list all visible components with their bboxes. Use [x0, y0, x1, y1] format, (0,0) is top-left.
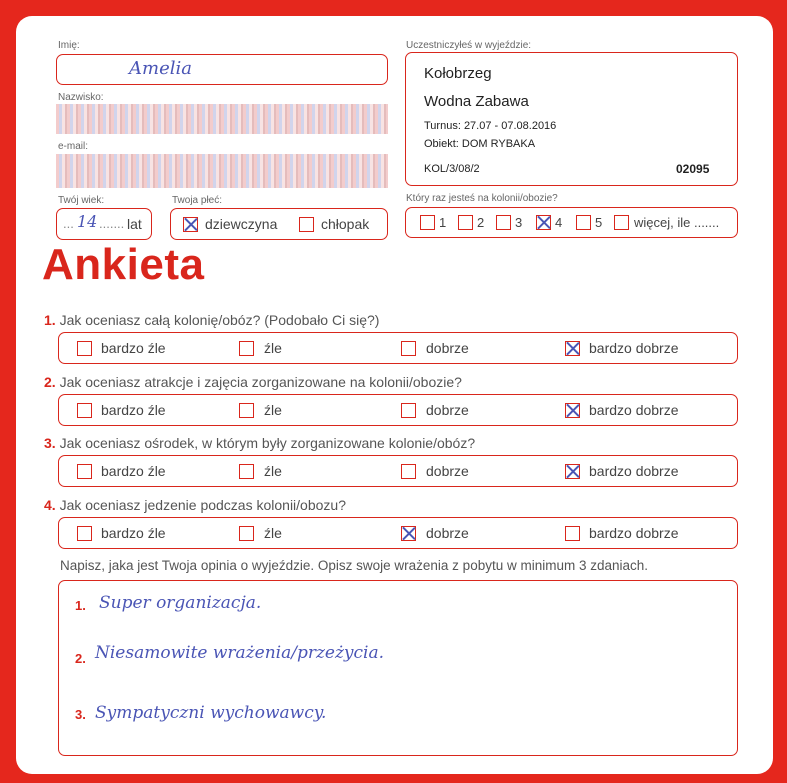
- question-3-answers: [58, 455, 738, 487]
- question-2-answers: [58, 394, 738, 426]
- surname-redacted: [56, 104, 388, 134]
- times-1-checkbox[interactable]: [420, 215, 435, 230]
- times-4-checkbox[interactable]: [536, 215, 551, 230]
- opinion-line-3-num: 3.: [75, 707, 86, 722]
- name-label: Imię:: [58, 40, 80, 51]
- question-3: 3. Jak oceniasz ośrodek, w którym były zorganizowane kolonie/obóz?: [44, 435, 476, 451]
- trip-city: Kołobrzeg: [424, 65, 492, 82]
- q3-option-4-checkbox[interactable]: [565, 464, 580, 479]
- q4-option-1-label: bardzo źle: [101, 525, 166, 541]
- gender-boy-checkbox[interactable]: [299, 217, 314, 232]
- question-4: 4. Jak oceniasz jedzenie podczas kolonii/obozu?: [44, 497, 346, 513]
- q1-option-1-checkbox[interactable]: [77, 341, 92, 356]
- q2-option-4-label: bardzo dobrze: [589, 402, 679, 418]
- times-3-checkbox[interactable]: [496, 215, 511, 230]
- q3-option-3-label: dobrze: [426, 463, 469, 479]
- question-1-answers: [58, 332, 738, 364]
- opinion-line-2: Niesamowite wrażenia/przeżycia.: [95, 643, 385, 663]
- times-more-checkbox[interactable]: [614, 215, 629, 230]
- q4-option-4-checkbox[interactable]: [565, 526, 580, 541]
- q1-option-4-label: bardzo dobrze: [589, 340, 679, 356]
- times-2-label: 2: [477, 215, 485, 230]
- page-title: Ankieta: [42, 240, 205, 289]
- q2-option-2-label: źle: [264, 402, 282, 418]
- times-more-label: więcej, ile .......: [634, 215, 720, 230]
- q1-option-4-checkbox[interactable]: [565, 341, 580, 356]
- q1-option-2-checkbox[interactable]: [239, 341, 254, 356]
- gender-field: [170, 208, 388, 240]
- gender-boy-label: chłopak: [321, 216, 370, 232]
- q3-option-2-label: źle: [264, 463, 282, 479]
- surname-label: Nazwisko:: [58, 92, 104, 103]
- q2-option-4-checkbox[interactable]: [565, 403, 580, 418]
- age-label: Twój wiek:: [58, 195, 105, 206]
- q3-option-2-checkbox[interactable]: [239, 464, 254, 479]
- opinion-line-3: Sympatyczni wychowawcy.: [95, 703, 327, 723]
- q2-option-1-checkbox[interactable]: [77, 403, 92, 418]
- q1-option-1-label: bardzo źle: [101, 340, 166, 356]
- trip-info-box: [405, 52, 738, 186]
- trip-turnus: Turnus: 27.07 - 07.08.2016: [424, 120, 557, 132]
- opinion-prompt: Napisz, jaka jest Twoja opinia o wyjeździe. Opisz swoje wrażenia z pobytu w minimum 3 zdaniach.: [60, 558, 649, 573]
- q3-option-1-label: bardzo źle: [101, 463, 166, 479]
- q4-option-2-checkbox[interactable]: [239, 526, 254, 541]
- times-4-label: 4: [555, 215, 563, 230]
- email-label: e-mail:: [58, 141, 89, 152]
- gender-girl-checkbox[interactable]: [183, 217, 198, 232]
- q1-option-3-label: dobrze: [426, 340, 469, 356]
- opinion-line-2-num: 2.: [75, 651, 86, 666]
- question-1: 1. Jak oceniasz całą kolonię/obóz? (Podobało Ci się?): [44, 312, 380, 328]
- gender-label: Twoja płeć:: [172, 195, 223, 206]
- times-label: Który raz jesteś na kolonii/obozie?: [406, 193, 558, 204]
- question-2: 2. Jak oceniasz atrakcje i zajęcia zorganizowane na kolonii/obozie?: [44, 374, 462, 390]
- email-redacted: [56, 154, 388, 188]
- opinion-textarea[interactable]: [58, 580, 738, 756]
- q3-option-3-checkbox[interactable]: [401, 464, 416, 479]
- times-5-label: 5: [595, 215, 603, 230]
- times-5-checkbox[interactable]: [576, 215, 591, 230]
- q1-option-3-checkbox[interactable]: [401, 341, 416, 356]
- times-2-checkbox[interactable]: [458, 215, 473, 230]
- trip-name: Wodna Zabawa: [424, 93, 529, 110]
- age-suffix: lat: [127, 216, 142, 232]
- trip-code: KOL/3/08/2: [424, 163, 480, 175]
- q2-option-2-checkbox[interactable]: [239, 403, 254, 418]
- q4-option-3-label: dobrze: [426, 525, 469, 541]
- q4-option-1-checkbox[interactable]: [77, 526, 92, 541]
- times-3-label: 3: [515, 215, 523, 230]
- trip-number: 02095: [676, 162, 710, 176]
- age-value: 14: [77, 212, 98, 231]
- q4-option-2-label: źle: [264, 525, 282, 541]
- q2-option-3-checkbox[interactable]: [401, 403, 416, 418]
- opinion-line-1-num: 1.: [75, 598, 86, 613]
- gender-girl-label: dziewczyna: [205, 216, 278, 232]
- q2-option-1-label: bardzo źle: [101, 402, 166, 418]
- opinion-line-1: Super organizacja.: [99, 593, 262, 613]
- times-1-label: 1: [439, 215, 447, 230]
- question-4-answers: [58, 517, 738, 549]
- name-value: Amelia: [129, 58, 192, 79]
- trip-label: Uczestniczyłeś w wyjeździe:: [406, 40, 532, 51]
- q4-option-4-label: bardzo dobrze: [589, 525, 679, 541]
- q2-option-3-label: dobrze: [426, 402, 469, 418]
- q1-option-2-label: źle: [264, 340, 282, 356]
- q3-option-1-checkbox[interactable]: [77, 464, 92, 479]
- q3-option-4-label: bardzo dobrze: [589, 463, 679, 479]
- trip-obiekt: Obiekt: DOM RYBAKA: [424, 138, 536, 150]
- name-field[interactable]: [56, 54, 388, 85]
- q4-option-3-checkbox[interactable]: [401, 526, 416, 541]
- times-field: [405, 207, 738, 238]
- age-field[interactable]: ... 14 ....... lat: [56, 208, 152, 240]
